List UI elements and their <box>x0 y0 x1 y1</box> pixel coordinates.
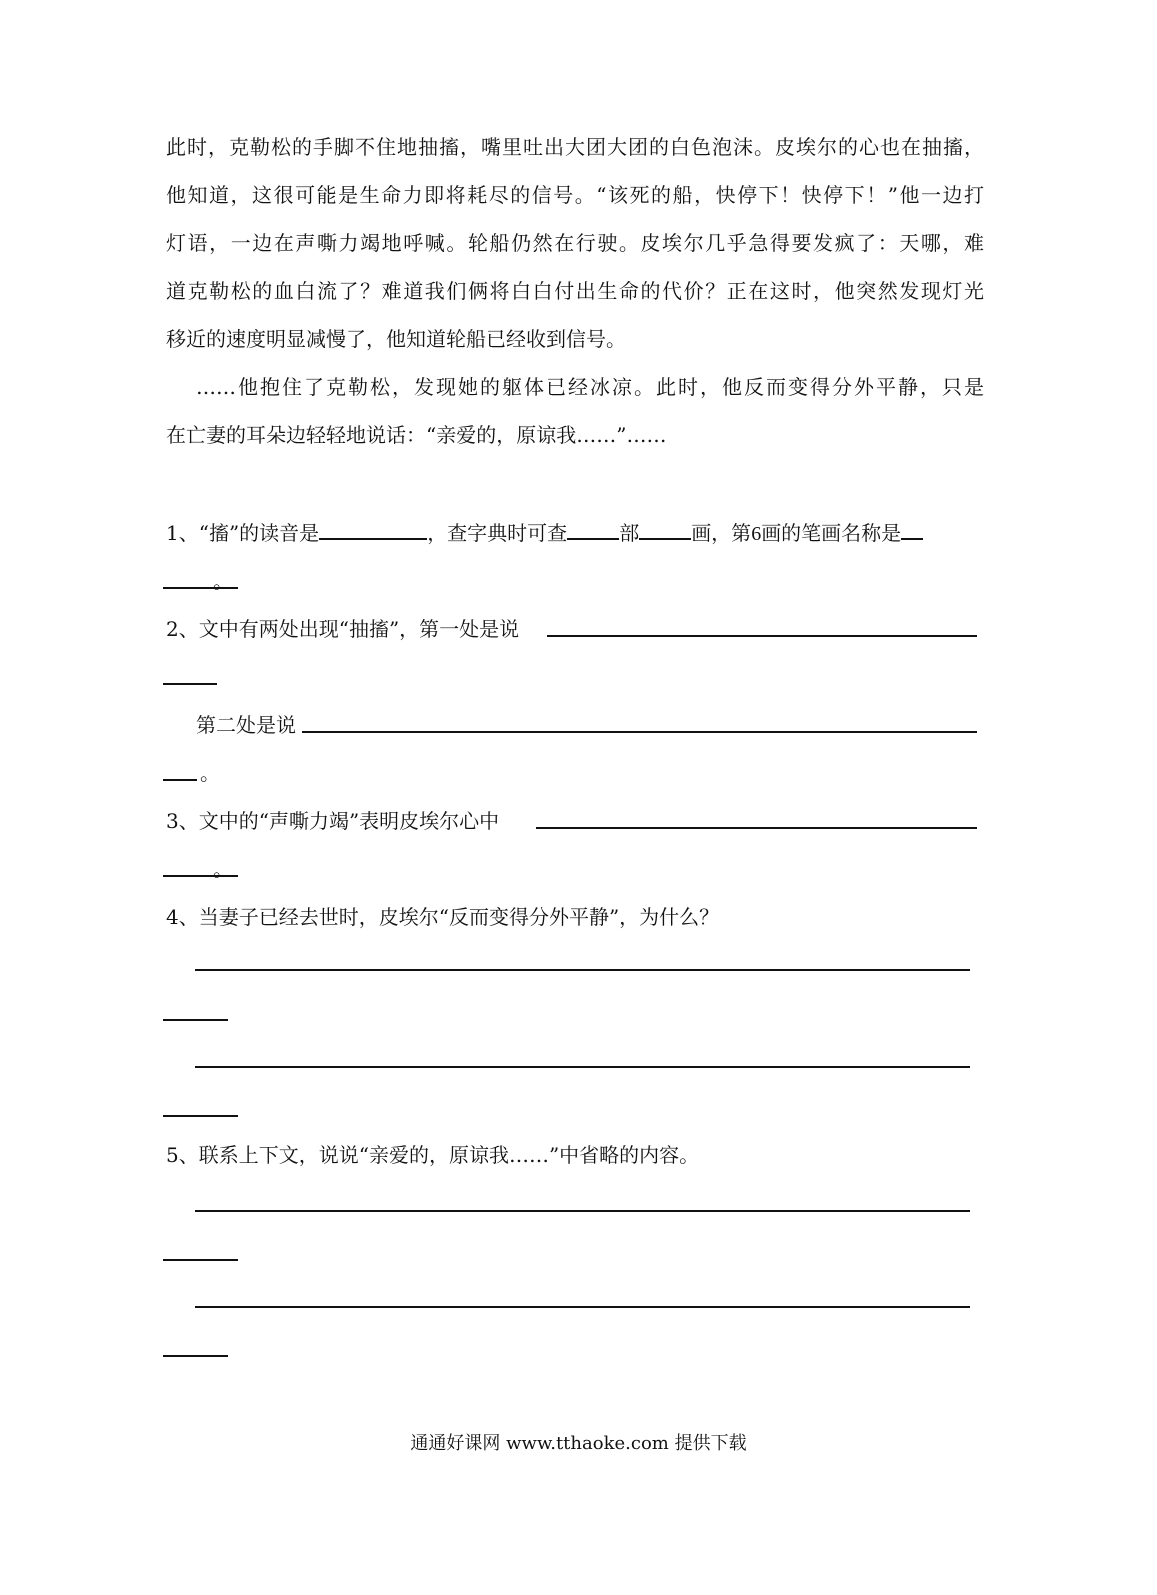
question-4-prompt: 4、当妻子已经去世时，皮埃尔“反而变得分外平静”，为什么？ <box>166 905 720 929</box>
answer-line[interactable] <box>547 635 977 637</box>
question-1-end: 。 <box>213 569 233 593</box>
passage-line: 在亡妻的耳朵边轻轻地说话：“亲爱的，原谅我……”…… <box>166 423 667 447</box>
question-1-text-d: 画，第 <box>691 521 752 545</box>
question-1-stroke-number: 6 <box>751 523 762 545</box>
answer-line[interactable] <box>195 1210 970 1212</box>
question-1-text-b: ，查字典时可查 <box>427 521 568 545</box>
answer-line[interactable] <box>163 779 197 781</box>
answer-line[interactable] <box>195 1306 970 1308</box>
question-1-text-f: 画的笔画名称是 <box>761 521 902 545</box>
passage-line: 道克勒松的血白流了？难道我们俩将白白付出生命的代价？正在这时，他突然发现灯光 <box>166 279 984 303</box>
answer-line[interactable] <box>163 1259 238 1261</box>
passage-line: ……他抱住了克勒松，发现她的躯体已经冰凉。此时，他反而变得分外平静，只是 <box>196 375 984 399</box>
pronunciation-blank[interactable] <box>319 520 427 540</box>
answer-line[interactable] <box>195 1066 970 1068</box>
answer-line[interactable] <box>163 683 217 685</box>
answer-line[interactable] <box>163 1019 228 1021</box>
question-2-second: 第二处是说 <box>196 713 296 737</box>
stroke-name-blank[interactable] <box>901 520 923 540</box>
question-1 <box>166 519 923 548</box>
question-1-text-a: 1、“搐”的读音是 <box>166 521 320 545</box>
answer-line[interactable] <box>163 1115 238 1117</box>
question-3-end: 。 <box>213 857 233 881</box>
radical-blank[interactable] <box>567 520 619 540</box>
question-5-prompt: 5、联系上下文，说说“亲爱的，原谅我……”中省略的内容。 <box>166 1143 700 1167</box>
passage-line: 他知道，这很可能是生命力即将耗尽的信号。“该死的船，快停下！快停下！”他一边打 <box>166 183 984 207</box>
question-2-prompt: 2、文中有两处出现“抽搐”，第一处是说 <box>166 617 520 641</box>
answer-line[interactable] <box>195 969 970 971</box>
passage-line: 此时，克勒松的手脚不住地抽搐，嘴里吐出大团大团的白色泡沫。皮埃尔的心也在抽搐， <box>166 135 984 159</box>
question-1-text-c: 部 <box>619 521 640 545</box>
passage-line: 移近的速度明显减慢了，他知道轮船已经收到信号。 <box>166 327 626 351</box>
answer-line[interactable] <box>536 827 977 829</box>
question-3-prompt: 3、文中的“声嘶力竭”表明皮埃尔心中 <box>166 809 500 833</box>
stroke-count-blank[interactable] <box>639 520 691 540</box>
question-2-end: 。 <box>200 761 220 785</box>
passage-line: 灯语，一边在声嘶力竭地呼喊。轮船仍然在行驶。皮埃尔几乎急得要发疯了：天哪，难 <box>166 231 984 255</box>
answer-line[interactable] <box>302 731 977 733</box>
answer-line[interactable] <box>163 1355 228 1357</box>
page-footer: 通通好课网 www.tthaoke.com 提供下载 <box>410 1433 747 1454</box>
